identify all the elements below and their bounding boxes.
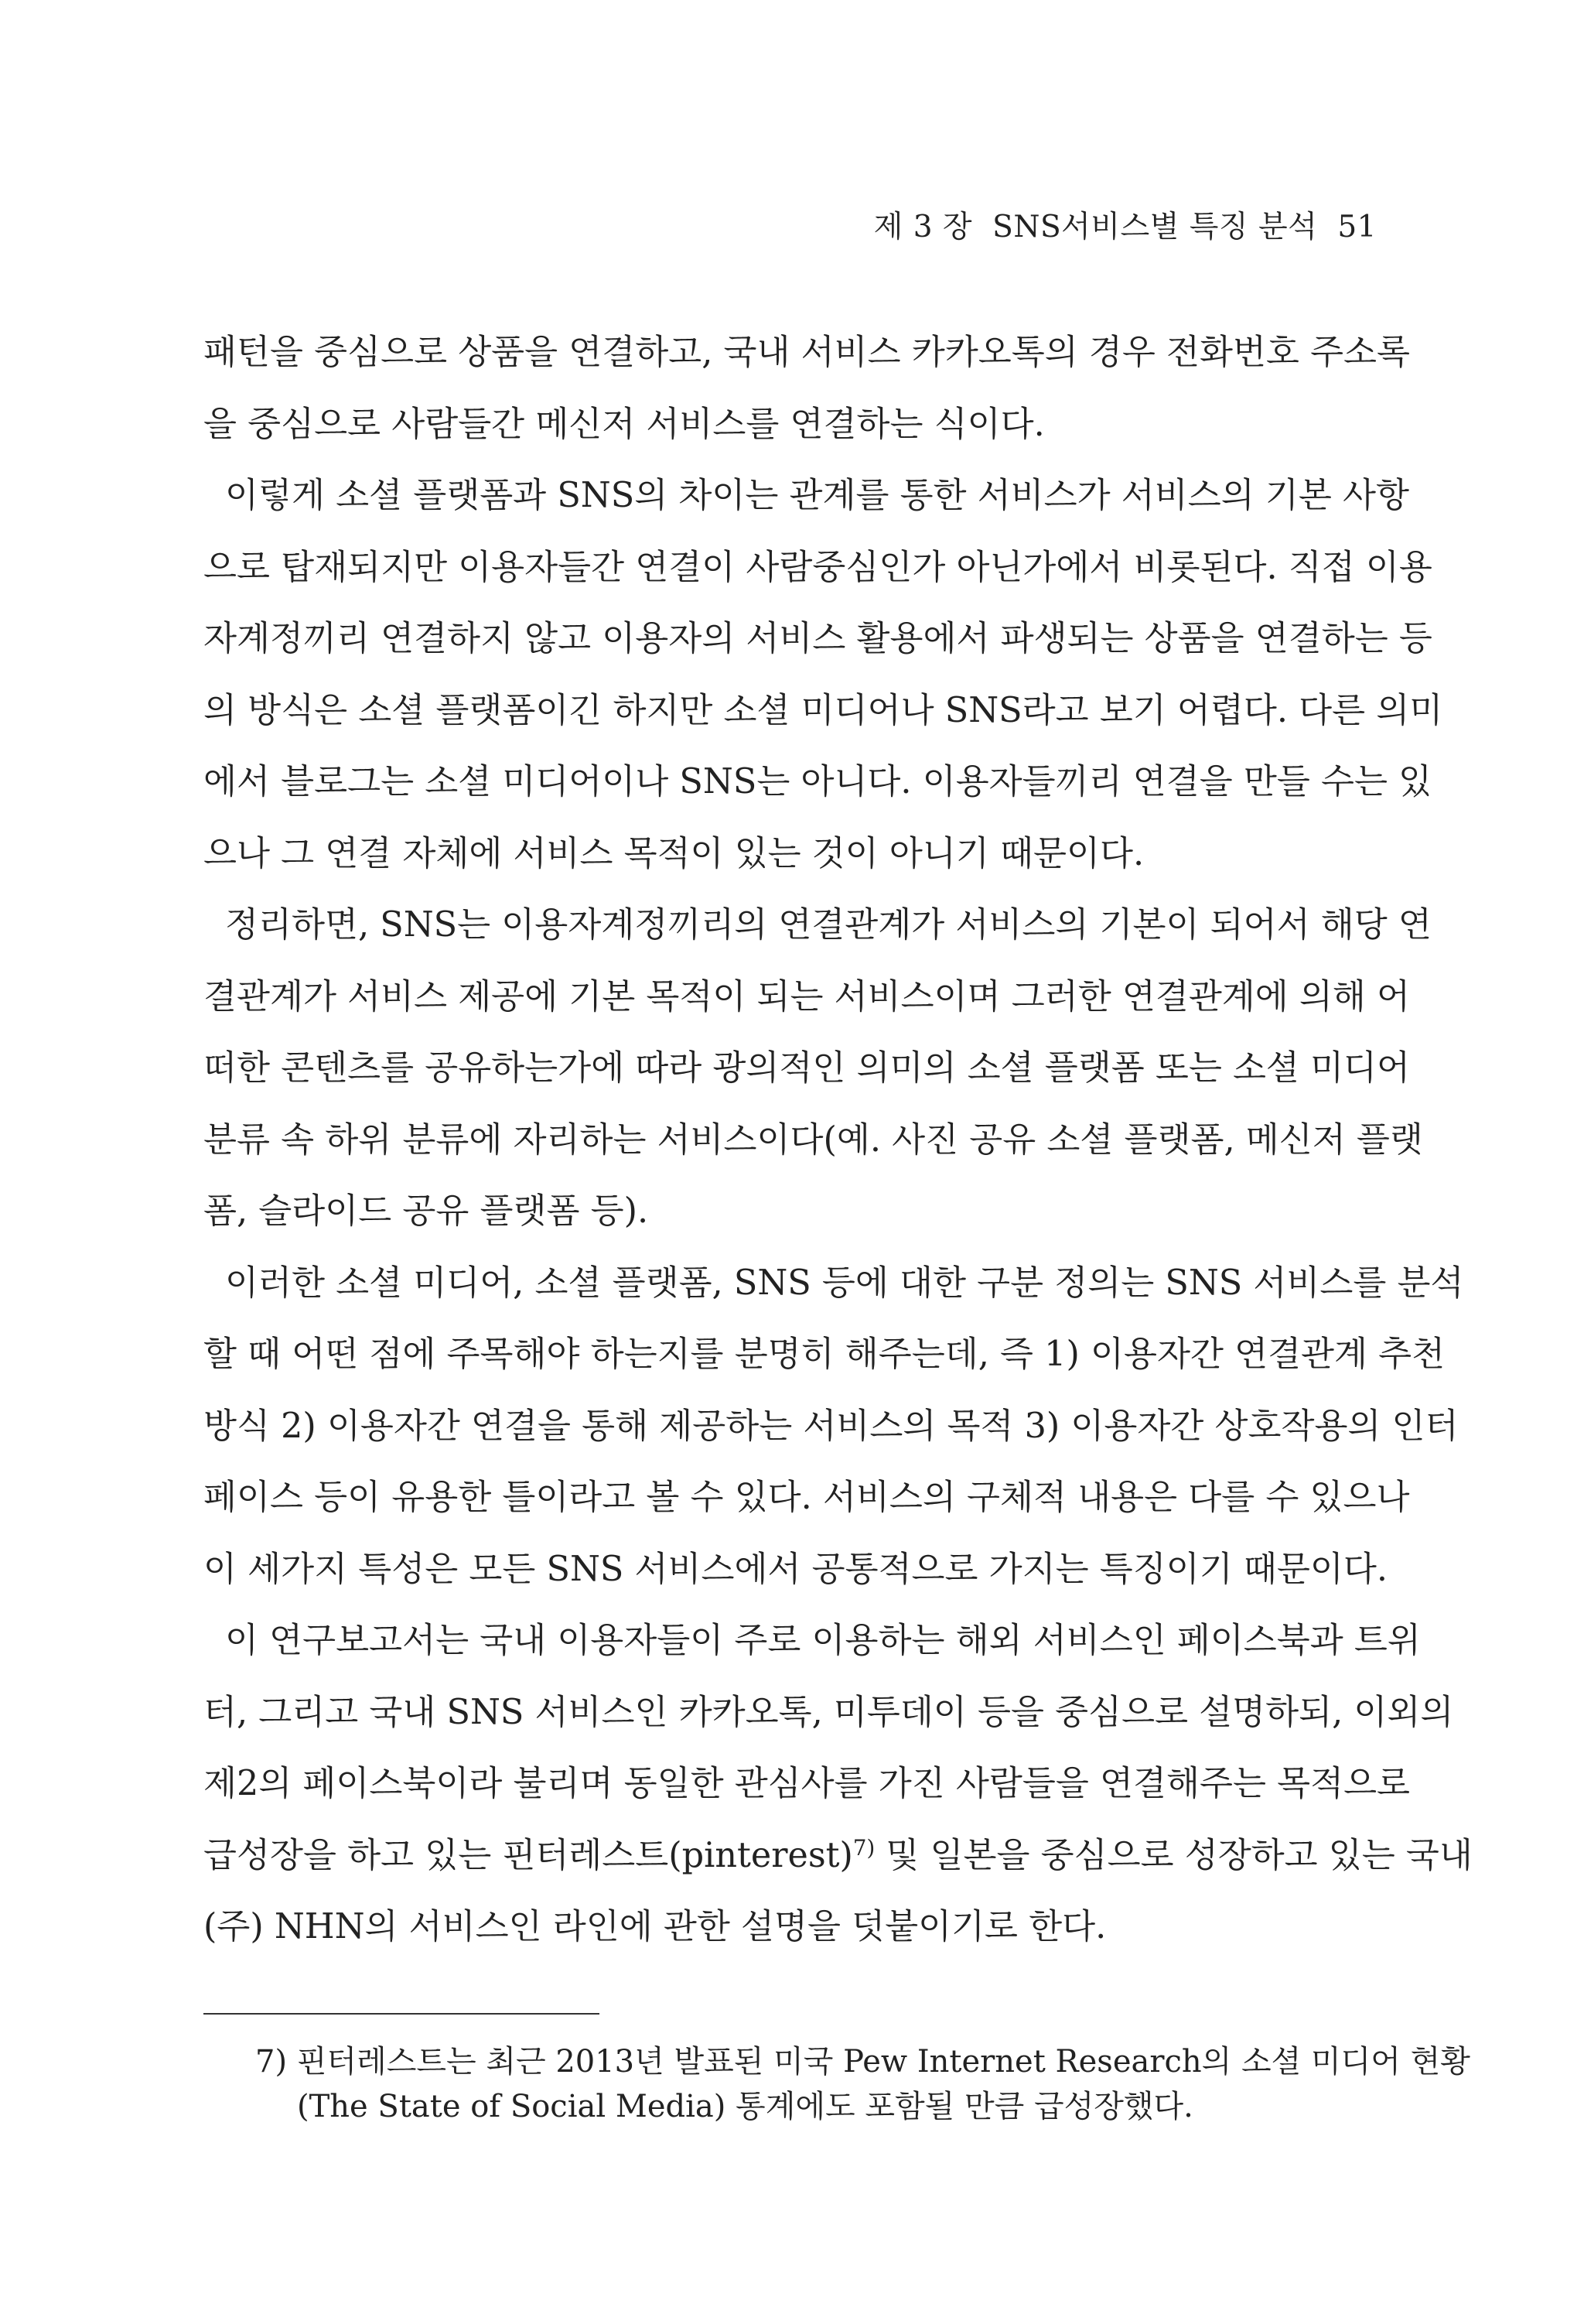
text-line: 페이스 등이 유용한 틀이라고 볼 수 있다. 서비스의 구체적 내용은 다를 수 있으나	[203, 1478, 1410, 1517]
text-line: 떠한 콘텐츠를 공유하는가에 따라 광의적인 의미의 소셜 플랫폼 또는 소셜 미디어	[203, 1048, 1411, 1088]
text-line: 제2의 페이스북이라 불리며 동일한 관심사를 가진 사람들을 연결해주는 목적으로	[203, 1764, 1411, 1803]
page-number: 51	[1337, 210, 1377, 244]
body-text	[203, 317, 1473, 1963]
text-line: 자계정끼리 연결하지 않고 이용자의 서비스 활용에서 파생되는 상품을 연결하는 등	[203, 619, 1432, 658]
text-line: 패턴을 중심으로 상품을 연결하고, 국내 서비스 카카오톡의 경우 전화번호 주소록	[203, 333, 1411, 372]
text-line: 이 연구보고서는 국내 이용자들이 주로 이용하는 해외 서비스인 페이스북과 트위	[225, 1621, 1421, 1660]
footnote-divider	[203, 2013, 599, 2015]
chapter-label: 제 3 장	[873, 210, 973, 244]
text-line-with-footnote	[203, 1820, 1473, 1892]
text-line: 정리하면, SNS는 이용자계정끼리의 연결관계가 서비스의 기본이 되어서 해당 연	[225, 905, 1432, 945]
text-line: 결관계가 서비스 제공에 기본 목적이 되는 서비스이며 그러한 연결관계에 의해 어	[203, 976, 1411, 1017]
text-line: 이렇게 소셜 플랫폼과 SNS의 차이는 관계를 통한 서비스가 서비스의 기본 사항	[225, 476, 1409, 515]
text-line: 으로 탑재되지만 이용자들간 연결이 사람중심인가 아닌가에서 비롯된다. 직접 이용	[203, 547, 1432, 587]
text-line: 터, 그리고 국내 SNS 서비스인 카카오톡, 미투데이 등을 중심으로 설명하되, 이외의	[203, 1692, 1454, 1732]
text-line: (주) NHN의 서비스인 라인에 관한 설명을 덧붙이기로 한다.	[203, 1907, 1107, 1946]
text-segment: 급성장을 하고 있는 핀터레스트(pinterest)	[203, 1835, 853, 1875]
text-line: 의 방식은 소셜 플랫폼이긴 하지만 소셜 미디어나 SNS라고 보기 어렵다. 다른 의미	[203, 690, 1443, 730]
text-line: 을 중심으로 사람들간 메신저 서비스를 연결하는 식이다.	[203, 404, 1045, 444]
text-line: 이러한 소셜 미디어, 소셜 플랫폼, SNS 등에 대한 구분 정의는 SNS 서비스를 분석	[225, 1263, 1464, 1303]
text-line: 방식 2) 이용자간 연결을 통해 제공하는 서비스의 목적 3) 이용자간 상호작용의 인터	[203, 1406, 1459, 1446]
text-line: 분류 속 하위 분류에 자리하는 서비스이다(예. 사진 공유 소셜 플랫폼, 메신저 플랫	[203, 1119, 1423, 1160]
footnote-line	[255, 2039, 1470, 2084]
footnote-line: (The State of Social Media) 통계에도 포함될 만큼 급성장했다.	[297, 2089, 1193, 2124]
footnote-marker: 7)	[255, 2044, 288, 2080]
text-line: 이 세가지 특성은 모든 SNS 서비스에서 공통적으로 가지는 특징이기 때문이다.	[203, 1549, 1388, 1589]
footnotes	[255, 2039, 1470, 2129]
footnote-text: 핀터레스트는 최근 2013년 발표된 미국 Pew Internet Research의 소셜 미디어 현황	[296, 2044, 1470, 2080]
text-line: 에서 블로그는 소셜 미디어이나 SNS는 아니다. 이용자들끼리 연결을 만들 수는 있	[203, 762, 1432, 801]
text-line: 폼, 슬라이드 공유 플랫폼 등).	[203, 1191, 649, 1231]
text-line: 으나 그 연결 자체에 서비스 목적이 있는 것이 아니기 때문이다.	[203, 833, 1145, 873]
text-segment: 및 일본을 중심으로 성장하고 있는 국내	[875, 1835, 1473, 1875]
text-line: 할 때 어떤 점에 주목해야 하는지를 분명히 해주는데, 즉 1) 이용자간 연결관계 추천	[203, 1335, 1446, 1374]
footnote-reference[interactable]: 7)	[852, 1834, 876, 1861]
running-header	[874, 203, 1377, 246]
section-title: SNS서비스별 특징 분석	[992, 210, 1318, 244]
